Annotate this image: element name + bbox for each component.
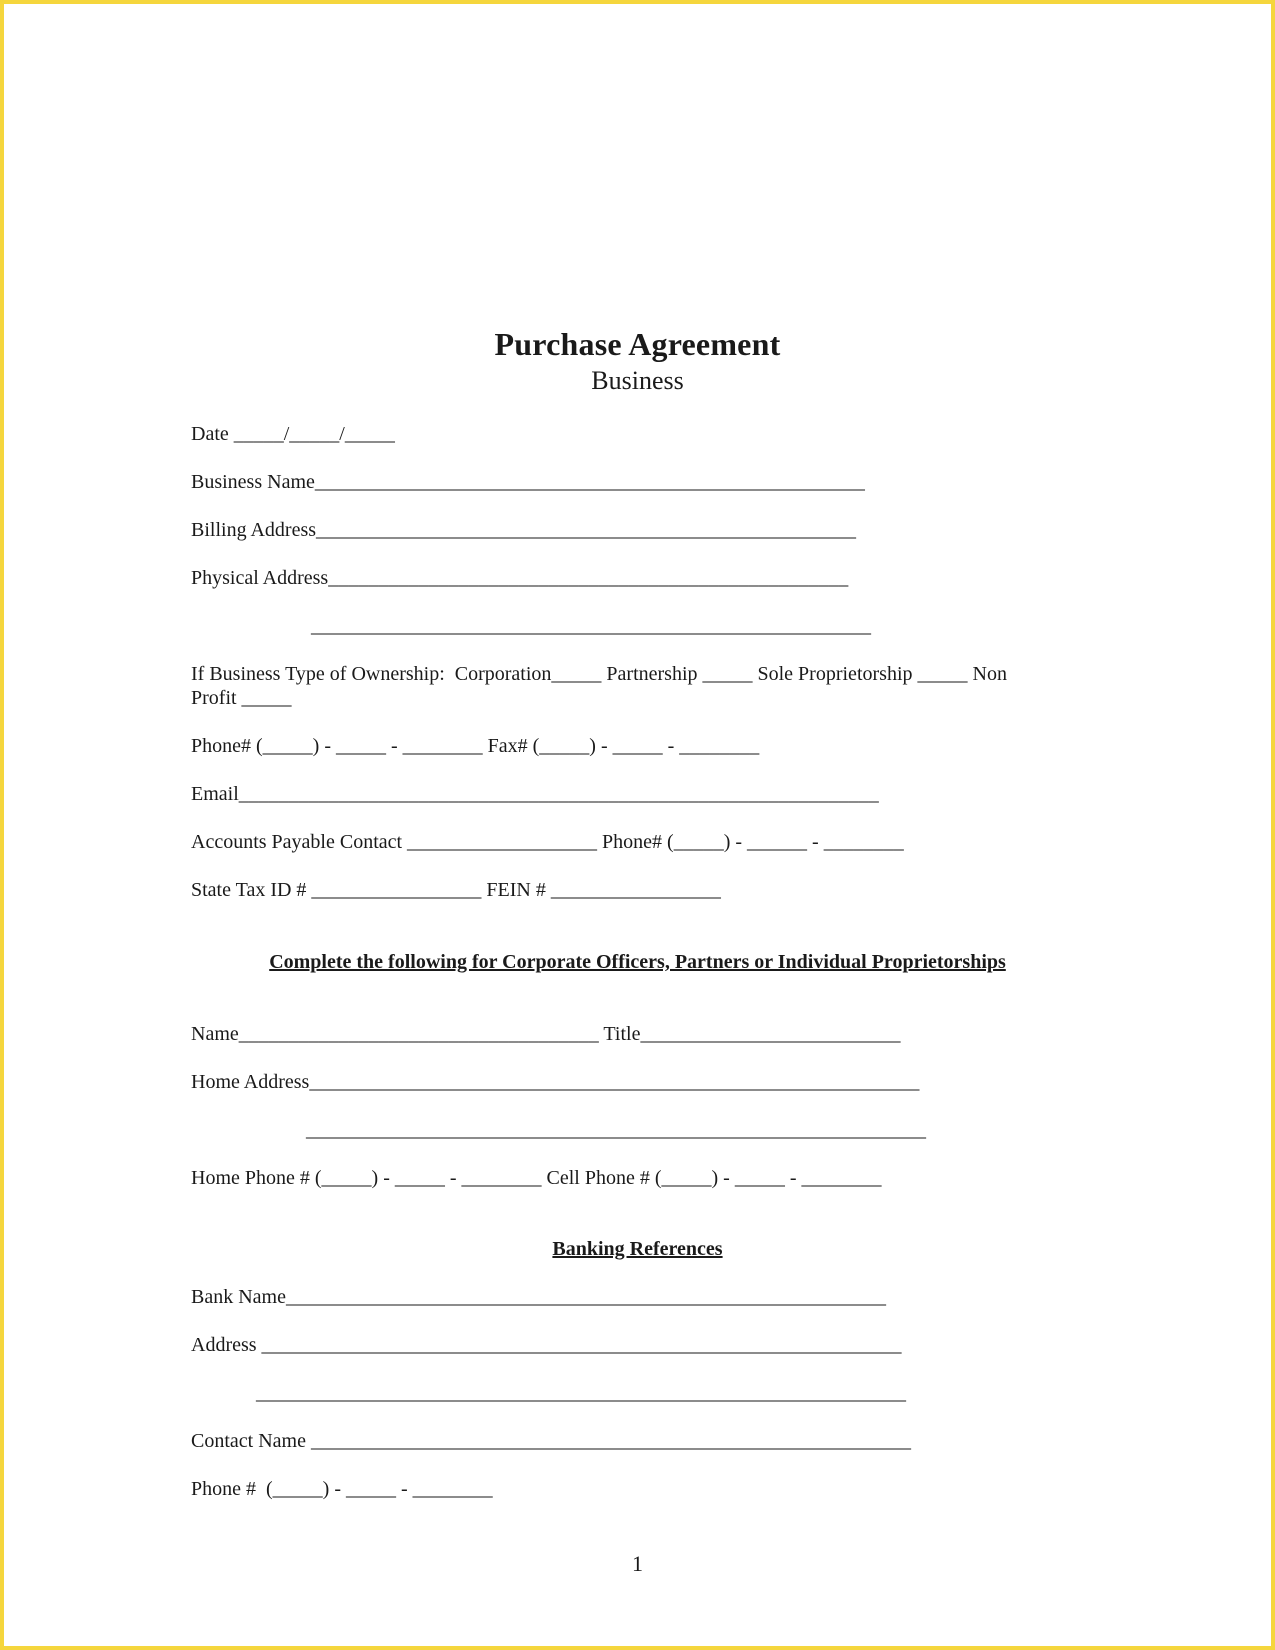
bank-phone-line[interactable]: Phone # (_____) - _____ - ________ <box>191 1478 493 1500</box>
section-officers-heading: Complete the following for Corporate Officers, Partners or Individual Proprietorships <box>269 951 1006 973</box>
document-subtitle: Business <box>591 366 684 395</box>
phone-fax-line[interactable]: Phone# (_____) - _____ - ________ Fax# (_____) - _____ - ________ <box>191 735 760 757</box>
business-name-line[interactable]: Business Name_______________________________________________________ <box>191 471 865 493</box>
home-cell-phone-line[interactable]: Home Phone # (_____) - _____ - ________ Cell Phone # (_____) - _____ - ________ <box>191 1167 882 1189</box>
home-address-line-2[interactable]: ______________________________________________________________ <box>191 1119 926 1141</box>
section-banking-heading: Banking References <box>552 1238 723 1260</box>
ownership-type-line-2[interactable]: Profit _____ <box>191 687 292 709</box>
home-address-line[interactable]: Home Address_____________________________________________________________ <box>191 1071 920 1093</box>
bank-contact-name-line[interactable]: Contact Name ____________________________________________________________ <box>191 1430 911 1452</box>
date-line[interactable]: Date _____/_____/_____ <box>191 423 395 445</box>
document-title: Purchase Agreement <box>494 326 781 362</box>
bank-name-line[interactable]: Bank Name____________________________________________________________ <box>191 1286 886 1308</box>
bank-address-line-2[interactable]: _________________________________________________________________ <box>191 1382 906 1404</box>
physical-address-line-2[interactable]: ________________________________________________________ <box>191 615 871 637</box>
tax-id-line[interactable]: State Tax ID # _________________ FEIN # _________________ <box>191 879 721 901</box>
ownership-type-line[interactable]: If Business Type of Ownership: Corporation_____ Partnership _____ Sole Proprietorship _____ Non <box>191 663 1007 685</box>
page-number: 1 <box>632 1551 643 1576</box>
bank-address-line[interactable]: Address ________________________________________________________________ <box>191 1334 902 1356</box>
email-line[interactable]: Email________________________________________________________________ <box>191 783 879 805</box>
officer-name-title-line[interactable]: Name____________________________________ Title__________________________ <box>191 1023 901 1045</box>
billing-address-line[interactable]: Billing Address______________________________________________________ <box>191 519 857 541</box>
physical-address-line[interactable]: Physical Address____________________________________________________ <box>191 567 849 589</box>
accounts-payable-line[interactable]: Accounts Payable Contact ___________________ Phone# (_____) - ______ - ________ <box>191 831 904 853</box>
